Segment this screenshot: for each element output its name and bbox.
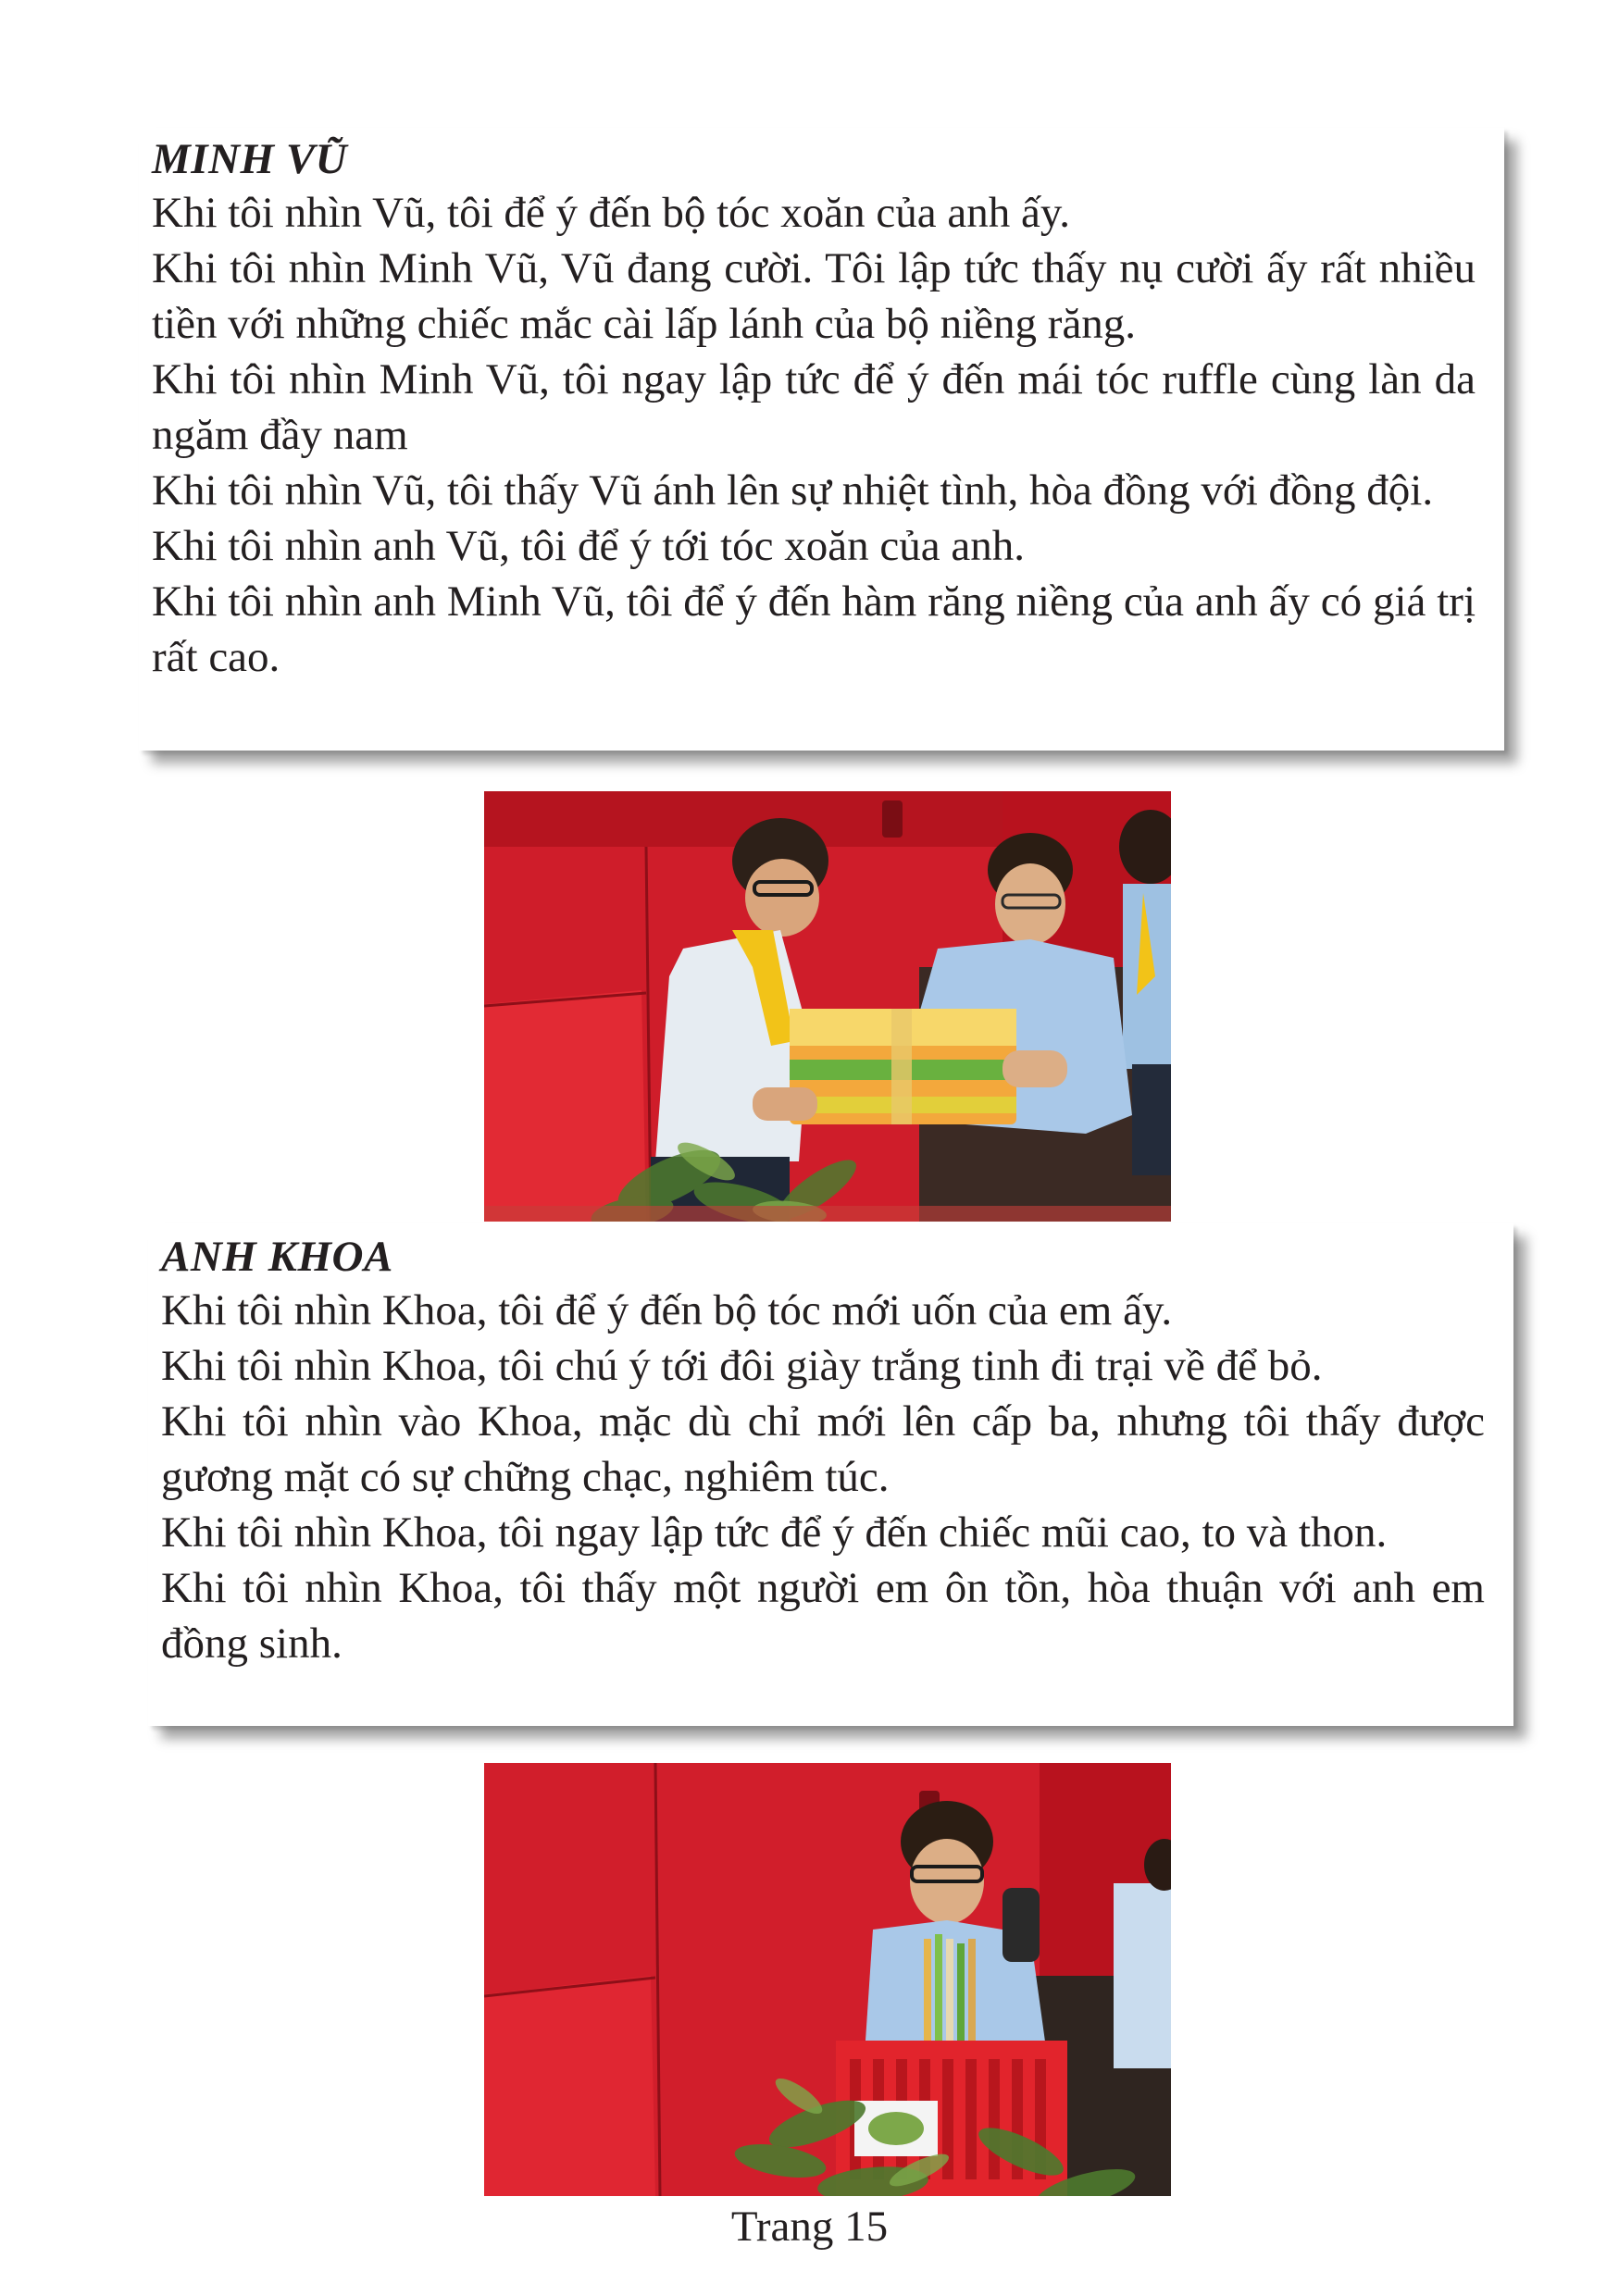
section-title: MINH VŨ [152,135,348,183]
paragraph: Khi tôi nhìn Khoa, tôi thấy một người em ôn tồn, hòa thuận với anh em đồng sinh. [161,1564,1485,1668]
photo-students-carrying-box [484,791,1171,1222]
section-body [161,1283,1485,1671]
paragraph: Khi tôi nhìn Vũ, tôi thấy Vũ ánh lên sự nhiệt tình, hòa đồng với đồng đội. [152,466,1434,515]
paragraph: Khi tôi nhìn Vũ, tôi để ý đến bộ tóc xoăn của anh ấy. [152,189,1071,237]
text-card-anh-khoa [148,1223,1513,1726]
paragraph: Khi tôi nhìn anh Vũ, tôi để ý tới tóc xoăn của anh. [152,522,1025,570]
page-number: Trang 15 [730,2203,889,2251]
paragraph: Khi tôi nhìn Minh Vũ, Vũ đang cười. Tôi lập tức thấy nụ cười ấy rất nhiều tiền với những chiếc mắc cài lấp lánh của bộ niềng răng. [152,244,1476,348]
text-card-minh-vu [139,128,1504,751]
section-body [152,185,1476,685]
paragraph: Khi tôi nhìn Khoa, tôi để ý đến bộ tóc mới uốn của em ấy. [161,1286,1173,1334]
paragraph: Khi tôi nhìn anh Minh Vũ, tôi để ý đến hàm răng niềng của anh ấy có giá trị rất cao. [152,577,1476,681]
section-title: ANH KHOA [161,1233,393,1281]
paragraph: Khi tôi nhìn Minh Vũ, tôi ngay lập tức để ý đến mái tóc ruffle cùng làn da ngăm đầy nam [152,355,1476,459]
photo-illustration [484,1763,1171,2196]
photo-illustration [484,791,1171,1222]
photo-student-with-basket [484,1763,1171,2196]
paragraph: Khi tôi nhìn Khoa, tôi chú ý tới đôi giày trắng tinh đi trại về để bỏ. [161,1342,1323,1390]
paragraph: Khi tôi nhìn Khoa, tôi ngay lập tức để ý đến chiếc mũi cao, to và thon. [161,1508,1388,1557]
paragraph: Khi tôi nhìn vào Khoa, mặc dù chỉ mới lên cấp ba, nhưng tôi thấy được gương mặt có sự chững chạc, nghiêm túc. [161,1397,1485,1501]
